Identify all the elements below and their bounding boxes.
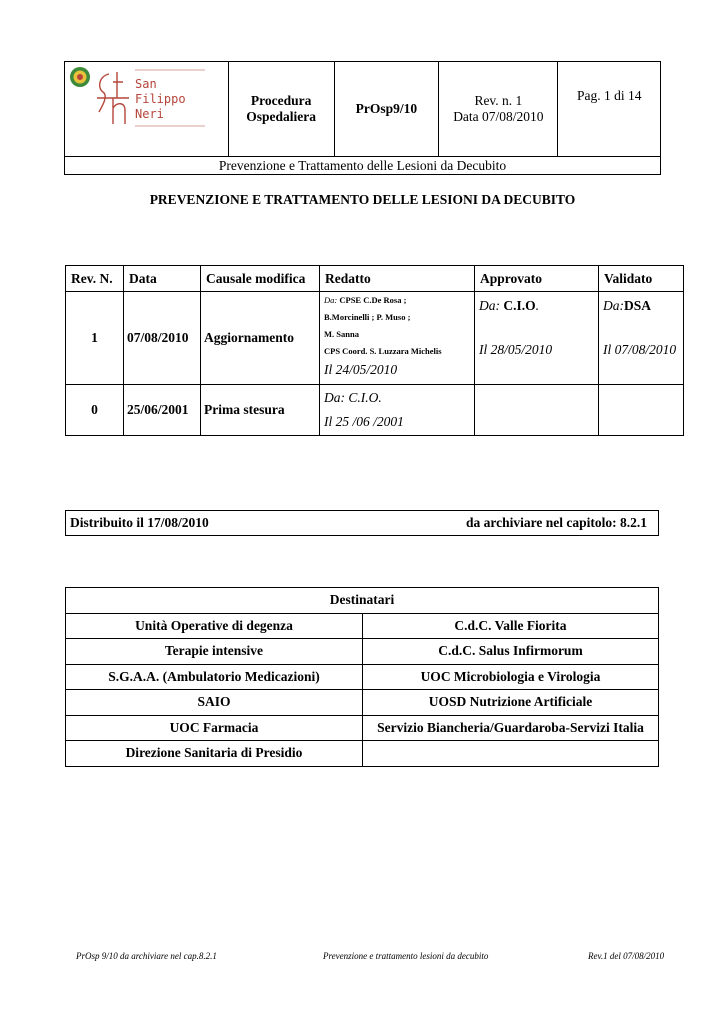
table-row [66,664,659,690]
approved-by-line [479,298,598,314]
drafted-line-4: CPS Coord. S. Luzzara Michelis [324,346,442,356]
procedure-type-line-1: Procedura [250,93,312,108]
rev-approved [475,292,599,385]
validated-prefix: Da: [603,298,624,313]
header-change-reason: Causale modifica [201,266,320,292]
header-date: Data [124,266,201,292]
rev-date: 25/06/2001 [124,385,201,436]
drafted-name-1: CPSE C.De Rosa ; [339,295,407,305]
recipient-cell: S.G.A.A. (Ambulatorio Medicazioni) [66,664,363,690]
document-header [64,61,661,175]
rev-cause: Aggiornamento [201,292,320,385]
drafted-line-3: M. Sanna [324,329,359,339]
recipient-cell: SAIO [66,690,363,716]
table-row [66,741,659,767]
recipient-cell: Servizio Biancheria/Guardaroba-Servizi Italia [363,715,659,741]
logo-cell [65,62,229,157]
rev-number: 0 [66,385,124,436]
rev-drafted [320,292,475,385]
recipient-cell: UOC Farmacia [66,715,363,741]
table-row [66,639,659,665]
rev-validated [599,292,684,385]
header-rev-number: Rev. N. [66,266,124,292]
drafted-date: Il 24/05/2010 [324,362,398,377]
revision-row [66,385,684,436]
rev-number: 1 [66,292,124,385]
recipient-cell: Unità Operative di degenza [66,613,363,639]
drafted-by: Da: C.I.O. [324,390,382,405]
procedure-code: PrOsp9/10 [334,62,439,157]
approved-prefix: Da: [479,298,500,313]
drafted-line-2: B.Morcinelli ; P. Muso ; [324,312,411,322]
drafted-prefix: Da: [324,295,338,305]
footer-right: Rev.1 del 07/08/2010 [588,951,665,961]
header-validated: Validato [599,266,684,292]
recipient-cell: Terapie intensive [66,639,363,665]
footer-left: PrOsp 9/10 da archiviare nel cap.8.2.1 [76,951,217,961]
approved-suffix: . [535,298,540,313]
document-subject: Prevenzione e Trattamento delle Lesioni da Decubito [65,157,661,175]
rev-validated [599,385,684,436]
approved-date: Il 28/05/2010 [479,342,553,357]
header-approved: Approvato [475,266,599,292]
distribution-date: Distribuito il 17/08/2010 [70,515,209,530]
archive-chapter: da archiviare nel capitolo: 8.2.1 [466,515,647,530]
table-row [66,613,659,639]
logo-name-line-2: Filippo [135,92,186,106]
procedure-type-cell [228,62,334,157]
page-number: Pag. 1 di 14 [558,62,661,157]
revision-table [65,265,684,436]
rev-drafted [320,385,475,436]
table-row [66,690,659,716]
emblem-icon [68,65,92,89]
logo-name-line-1: San [135,77,157,91]
drafted-date: Il 25 /06 /2001 [324,414,404,429]
validated-by-line [603,298,683,314]
revision-number: Rev. n. 1 [474,93,523,108]
recipient-cell: UOC Microbiologia e Virologia [363,664,659,690]
approved-by: C.I.O [503,298,536,313]
rev-cause: Prima stesura [201,385,320,436]
recipient-cell [363,741,659,767]
rev-approved [475,385,599,436]
recipients-title: Destinatari [66,588,659,614]
validated-by: DSA [624,298,652,313]
drafted-line-1 [320,292,474,309]
recipient-cell: UOSD Nutrizione Artificiale [363,690,659,716]
header-drafted: Redatto [320,266,475,292]
procedure-type-line-2: Ospedaliera [246,109,317,124]
hospital-logo [95,68,207,130]
footer-center: Prevenzione e trattamento lesioni da decubito [323,951,489,961]
validated-date: Il 07/08/2010 [603,342,677,357]
rev-date: 07/08/2010 [124,292,201,385]
recipient-cell: C.d.C. Salus Infirmorum [363,639,659,665]
recipient-cell: C.d.C. Valle Fiorita [363,613,659,639]
logo-name-line-3: Neri [135,107,164,121]
recipients-table [65,587,659,767]
revision-date: Data 07/08/2010 [453,109,544,124]
table-row [66,715,659,741]
document-title: PREVENZIONE E TRATTAMENTO DELLE LESIONI DA DECUBITO [149,192,576,207]
revision-cell [439,62,558,157]
revision-table-header [66,266,684,292]
revision-row [66,292,684,385]
distribution-box [65,510,659,536]
recipient-cell: Direzione Sanitaria di Presidio [66,741,363,767]
